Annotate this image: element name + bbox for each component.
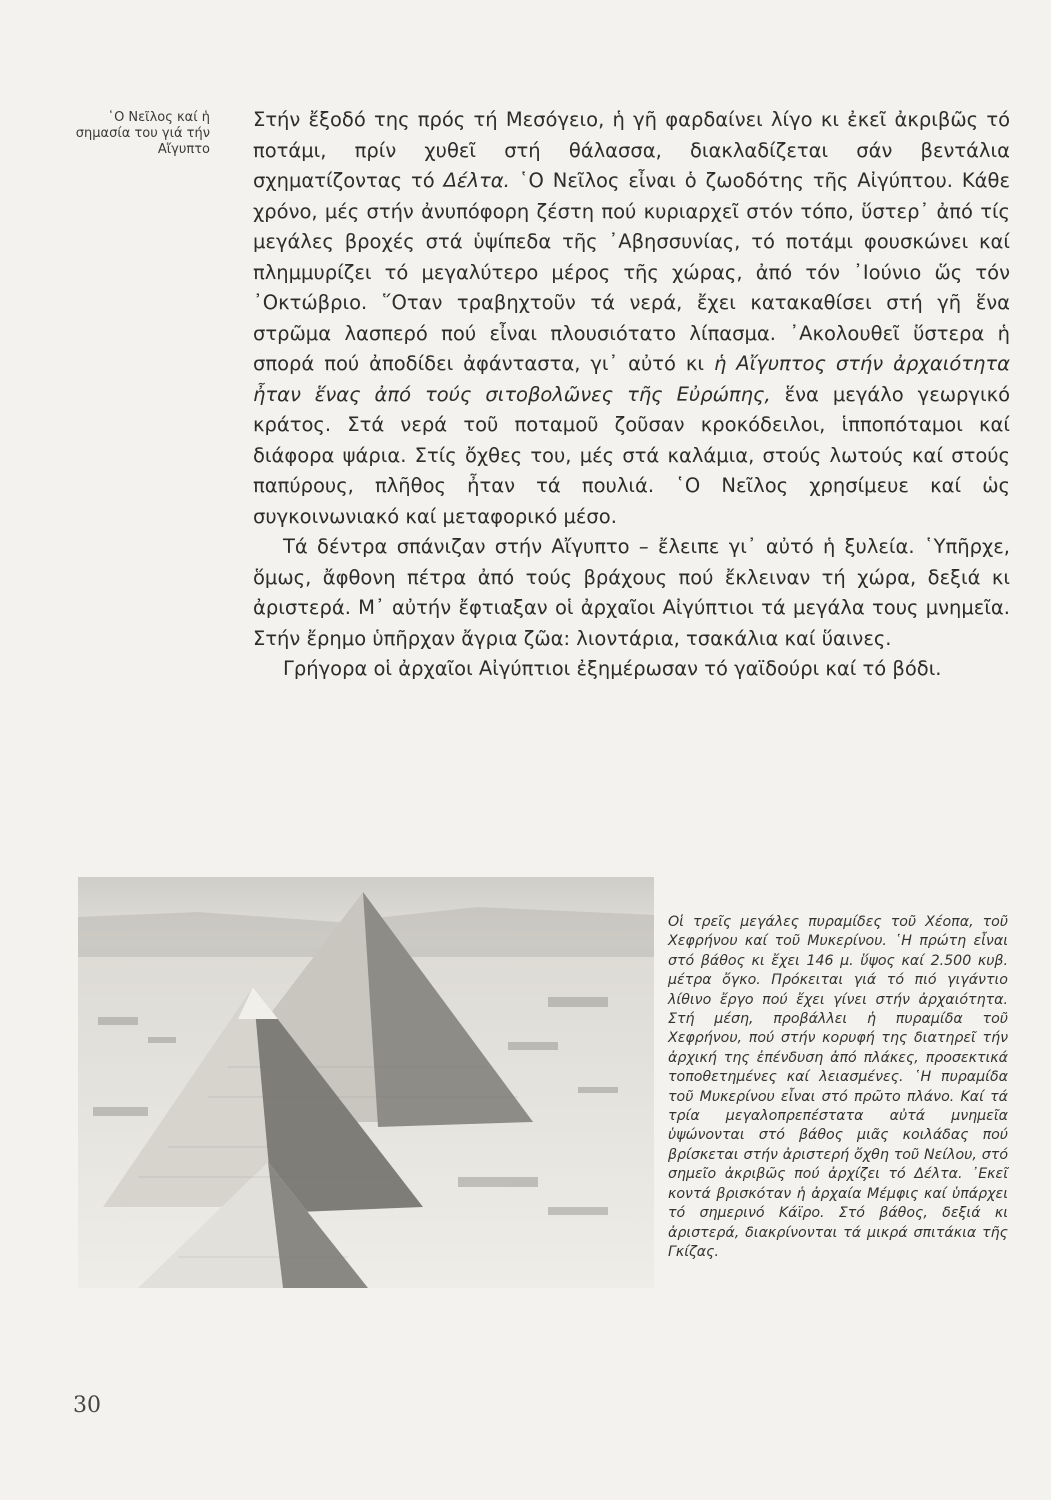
term-delta: Δέλτα. [443, 169, 510, 192]
paragraph-2: Τά δέντρα σπάνιζαν στήν Αἴγυπτο – ἔλειπε γι᾽ αὐτό ἡ ξυλεία. ῾Υπῆρχε, ὅμως, ἄφθονη πέτρα ἀπό τούς βράχους πού ἔκλειναν τή χώρα, δεξιά κι ἀριστερά. Μ᾽ αὐτήν ἔφτιαξαν οἱ ἀρχαῖοι Αἰγύπτιοι τά μεγάλα τους μνημεῖα. Στήν ἔρημο ὑπῆρχαν ἄγρια ζῶα: λιοντάρια, τσακάλια καί ὕαινες. [253, 535, 1010, 650]
pyramids-photo [78, 877, 654, 1288]
emphasis-granary: ἡ Αἴγυπτος στήν ἀρχαιότητα ἦταν ἕνας ἀπό τούς σιτοβολῶνες τῆς Εὐρώπης, [253, 352, 1010, 406]
page-number: 30 [73, 1393, 101, 1418]
main-text [253, 105, 1010, 685]
margin-note: ῾Ο Νεῖλος καί ἡ σημασία του γιά τήν Αἴγυπτο [75, 110, 210, 157]
pyramids-illustration [78, 877, 654, 1288]
paragraph-1: Στήν ἔξοδό της πρός τή Μεσόγειο, ἡ γῆ φαρδαίνει λίγο κι ἐκεῖ ἀκριβῶς τό ποτάμι, πρίν χυθεῖ στή θάλασσα, διακλαδίζεται σάν βεντάλια σχηματίζοντας τό Δέλτα. ῾Ο Νεῖλος εἶναι ὁ ζωοδότης τῆς Αἰγύπτου. Κάθε χρόνο, μές στήν ἀνυπόφορη ζέστη πού κυριαρχεῖ στόν τόπο, ὕστερ᾽ ἀπό τίς μεγάλες βροχές στά ὑψίπεδα τῆς ᾽Αβησσυνίας, τό ποτάμι φουσκώνει καί πλημμυρίζει τό μεγαλύτερο μέρος τῆς χώρας, ἀπό τόν ᾽Ιούνιο ὥς τόν ᾽Οκτώβριο. ῞Οταν τραβηχτοῦν τά νερά, ἔχει κατακαθίσει στή γῆ ἕνα στρῶμα λασπερό πού εἶναι πλουσιότατο λίπασμα. ᾽Ακολουθεῖ ὕστερα ἡ σπορά πού ἀποδίδει ἀφάνταστα, γι᾽ αὐτό κι ἡ Αἴγυπτος στήν ἀρχαιότητα ἦταν ἕνας ἀπό τούς σιτοβολῶνες τῆς Εὐρώπης, ἕνα μεγάλο γεωργικό κράτος. Στά νερά τοῦ ποταμοῦ ζοῦσαν κροκόδειλοι, ἱπποπόταμοι καί διάφορα ψάρια. Στίς ὄχθες του, μές στά καλάμια, στούς λωτούς καί στούς παπύρους, πλῆθος ἦταν τά πουλιά. ῾Ο Νεῖλος χρησίμευε καί ὡς συγκοινωνιακό καί μεταφορικό μέσο. [253, 108, 1011, 528]
photo-caption: Οἱ τρεῖς μεγάλες πυραμίδες τοῦ Χέοπα, τοῦ Χεφρήνου καί τοῦ Μυκερίνου. ῾Η πρώτη εἶναι στό βάθος κι ἔχει 146 μ. ὕψος καί 2.500 κυβ. μέτρα ὄγκο. Πρόκειται γιά τό πιό γιγάντιο λίθινο ἔργο πού ἔχει γίνει στήν ἀρχαιότητα. Στή μέση, προβάλλει ἡ πυραμίδα τοῦ Χεφρήνου, πού στήν κορυφή της διατηρεῖ τήν ἀρχική της ἐπένδυση ἀπό πλάκες, προσεκτικά τοποθετημένες καί λειασμένες. ῾Η πυραμίδα τοῦ Μυκερίνου εἶναι στό πρῶτο πλάνο. Καί τά τρία μεγαλοπρεπέστατα αὐτά μνημεῖα ὑψώνονται στό βάθος μιᾶς κοιλάδας πού βρίσκεται στήν ἀριστερή ὄχθη τοῦ Νείλου, στό σημεῖο ἀκριβῶς πού ἀρχίζει τό Δέλτα. ᾽Εκεῖ κοντά βρισκόταν ἡ ἀρχαία Μέμφις καί ὑπάρχει τό σημερινό Κάϊρο. Στό βάθος, δεξιά κι ἀριστερά, διακρίνονται τά μικρά σπιτάκια τῆς Γκίζας. [668, 914, 1008, 1260]
paragraph-3: Γρήγορα οἱ ἀρχαῖοι Αἰγύπτιοι ἐξημέρωσαν τό γαϊδούρι καί τό βόδι. [283, 657, 942, 680]
